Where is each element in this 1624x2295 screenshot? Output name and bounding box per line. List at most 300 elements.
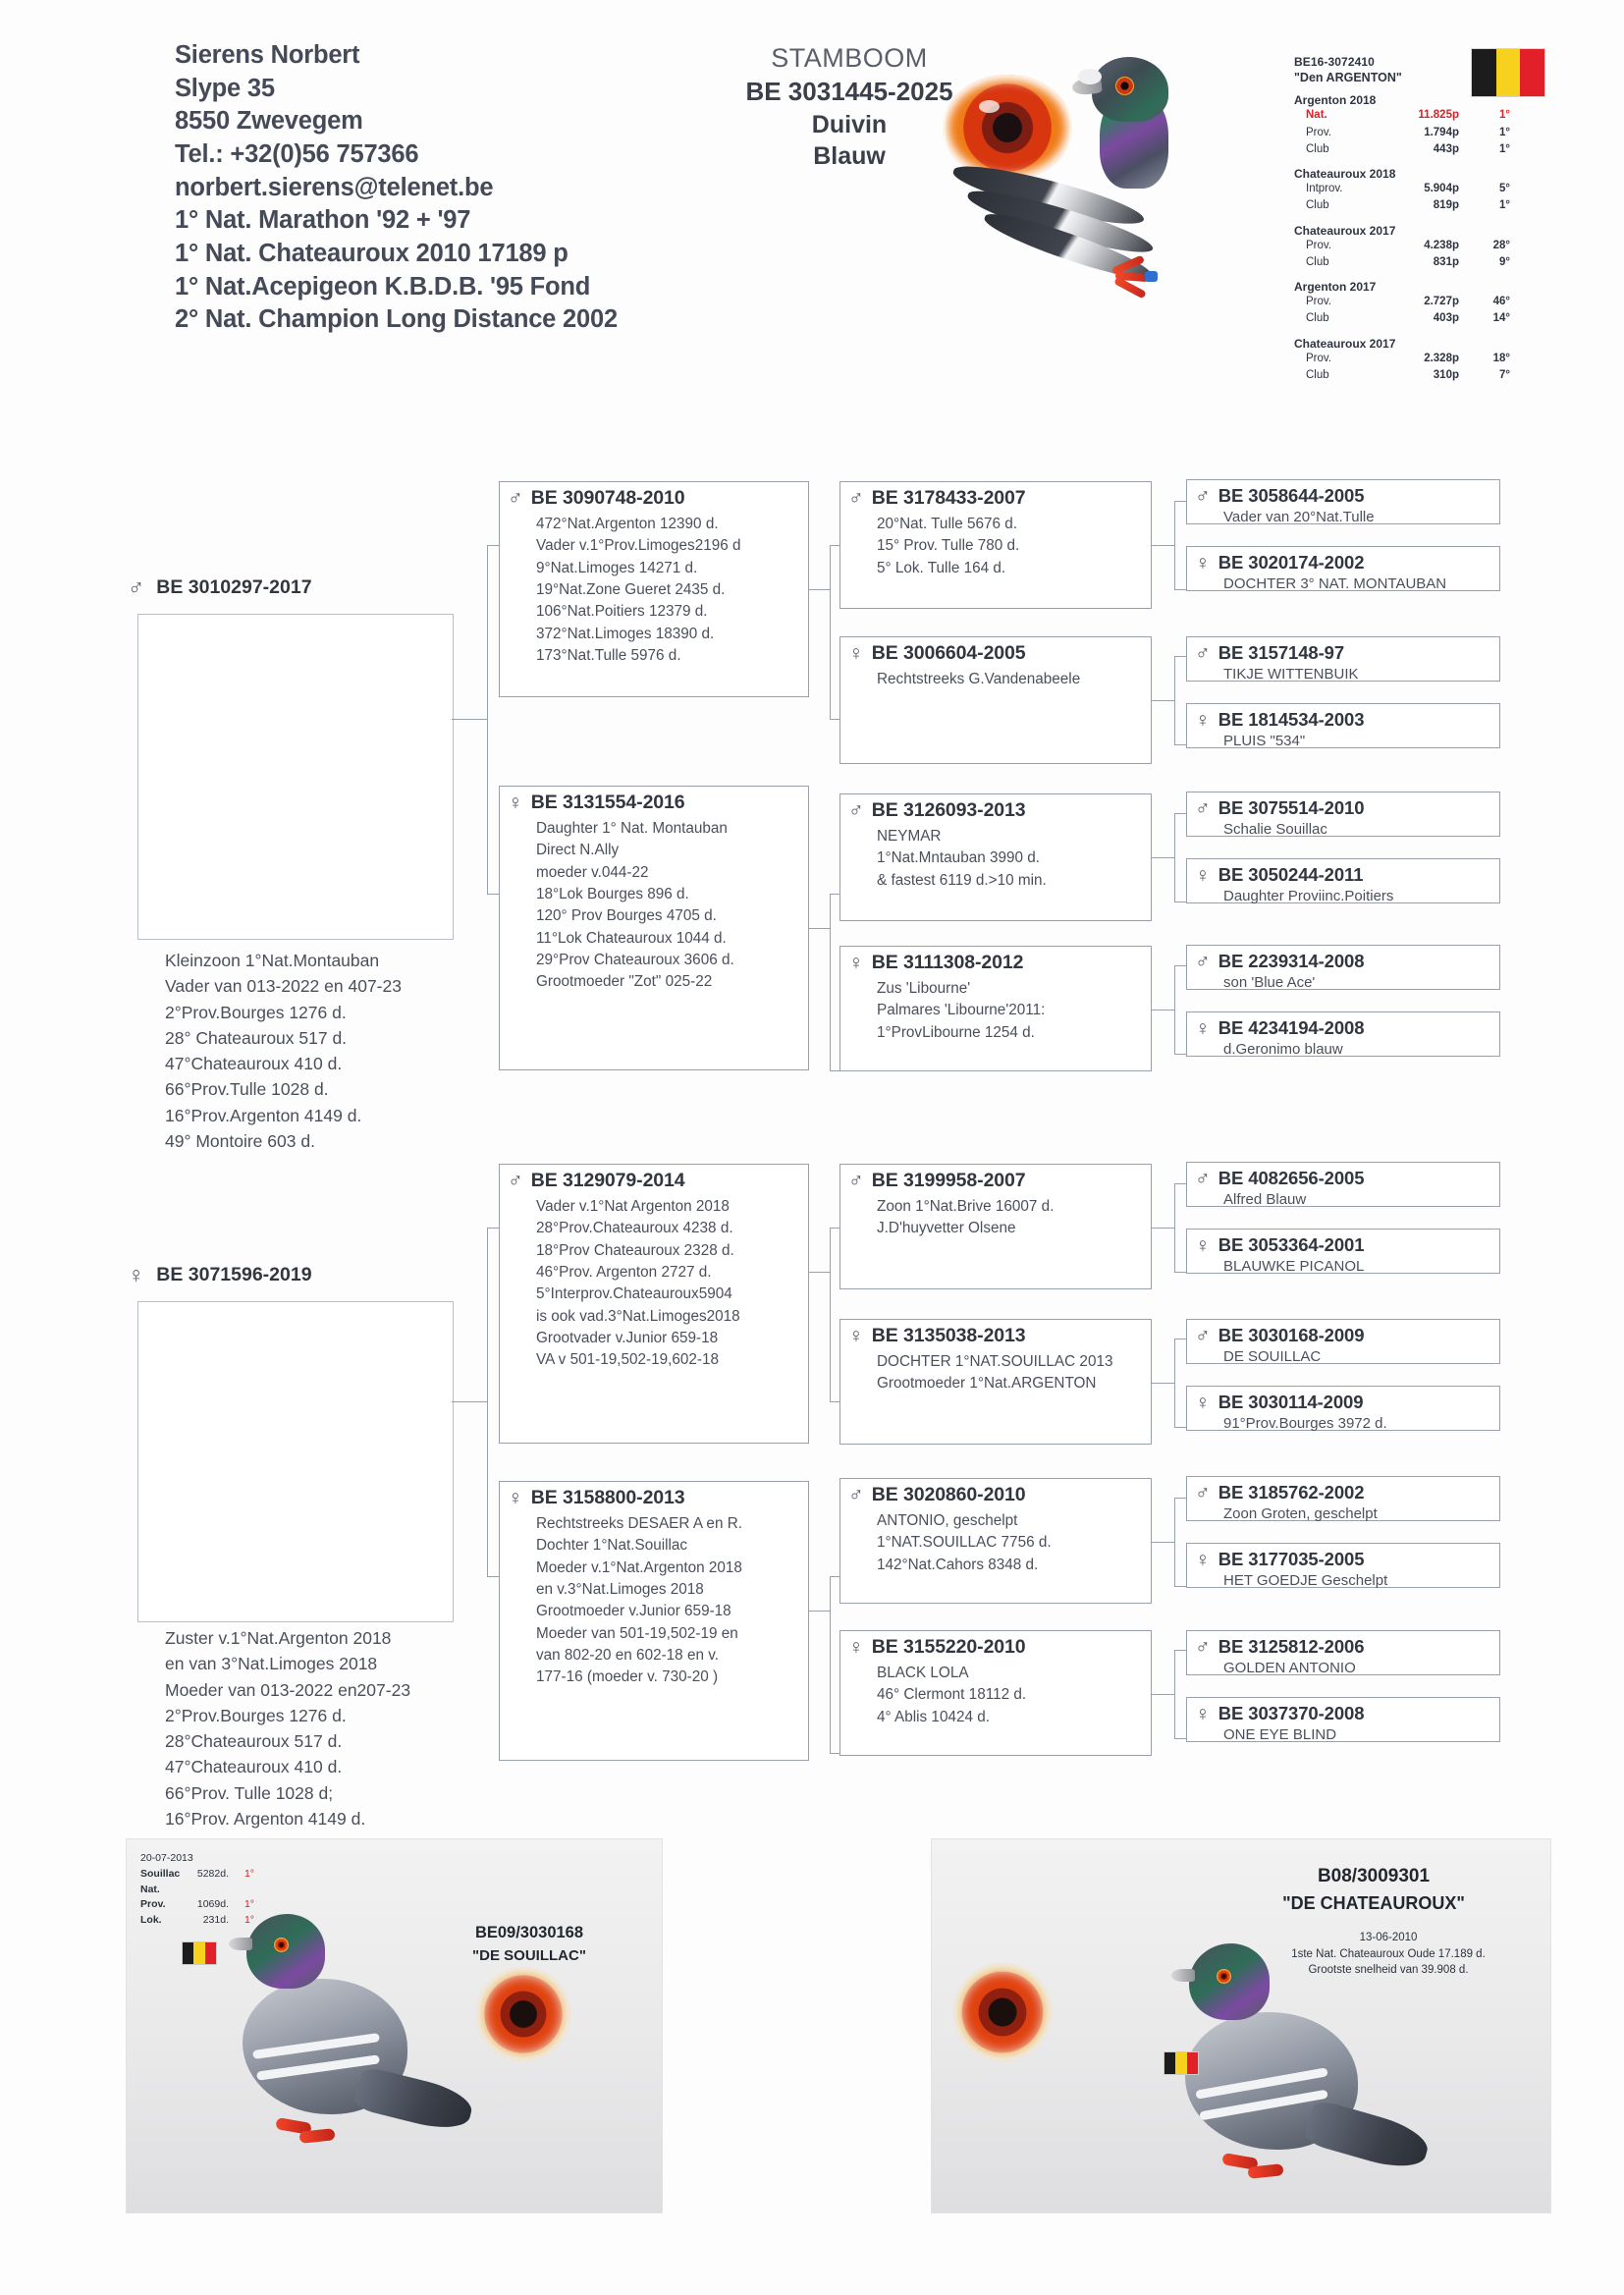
sire-note-line: 2°Prov.Bourges 1276 d.	[165, 1002, 347, 1022]
pedigree-node-gen3	[839, 793, 1152, 921]
owner-line: 1° Nat. Marathon '92 + '97	[175, 206, 471, 235]
connector	[809, 1611, 830, 1612]
male-symbol-icon: ♂	[1195, 1325, 1211, 1347]
photo-de-chateauroux	[931, 1838, 1551, 2213]
pedigree-node-gen4	[1186, 636, 1500, 682]
connector	[1152, 857, 1174, 858]
connector	[830, 894, 839, 895]
pedigree-node-gen2	[499, 786, 809, 1070]
pedigree-node-gen2	[499, 1164, 809, 1444]
node-line: & fastest 6119 d.>10 min.	[877, 871, 1047, 889]
pedigree-node-gen3	[839, 1319, 1152, 1445]
male-symbol-icon: ♂	[1195, 1636, 1211, 1659]
node-line: PLUIS "534"	[1223, 733, 1306, 749]
node-line: BLAUWKE PICANOL	[1223, 1258, 1365, 1275]
owner-line: Tel.: +32(0)56 757366	[175, 139, 419, 168]
palmares-points: 2.328p	[1424, 352, 1459, 364]
sire-photo-placeholder	[137, 614, 454, 940]
pedigree-node-gen4	[1186, 1319, 1500, 1364]
node-line: 18°Lok Bourges 896 d.	[536, 885, 689, 902]
result-points: 1069d.	[196, 1898, 229, 1911]
node-line: 4° Ablis 10424 d.	[877, 1708, 990, 1725]
connector	[1152, 1694, 1174, 1695]
connector	[830, 719, 839, 720]
result-label: Lok.	[140, 1914, 162, 1926]
node-line: Moeder v.1°Nat.Argenton 2018	[536, 1558, 742, 1576]
connector	[1174, 813, 1186, 814]
female-symbol-icon: ♀	[1195, 1392, 1211, 1414]
connector	[830, 1753, 839, 1754]
node-line: Dochter 1°Nat.Souillac	[536, 1537, 688, 1555]
dam-note-line: en van 3°Nat.Limoges 2018	[165, 1654, 378, 1674]
palmares-level: Prov.	[1306, 296, 1331, 308]
owner-line: 8550 Zwevegem	[175, 107, 363, 136]
node-line: Vader v.1°Prov.Limoges2196 d	[536, 537, 741, 555]
node-ring: BE 3155220-2010	[871, 1636, 1026, 1658]
female-symbol-icon: ♀	[848, 952, 864, 974]
sire-note-line: Vader van 013-2022 en 407-23	[165, 976, 402, 997]
node-ring: BE 3030168-2009	[1218, 1325, 1365, 1345]
node-line: Vader van 20°Nat.Tulle	[1223, 509, 1375, 525]
sire-heading	[128, 574, 312, 601]
connector	[1174, 656, 1186, 657]
palmares-level: Prov.	[1306, 239, 1331, 251]
pedigree-node-gen2	[499, 481, 809, 697]
female-symbol-icon: ♀	[848, 642, 864, 665]
palmares-points: 5.904p	[1424, 183, 1459, 195]
connector	[487, 1228, 499, 1229]
palmares-name: "Den ARGENTON"	[1294, 71, 1402, 85]
stamboom-heading: STAMBOOM	[771, 43, 928, 73]
pigeon-tail	[352, 2065, 475, 2135]
node-line: 28°Prov.Chateauroux 4238 d.	[536, 1220, 733, 1237]
subject-color: Blauw	[813, 142, 886, 171]
connector	[1174, 501, 1175, 589]
connector	[1174, 1183, 1186, 1184]
node-line: VA v 501-19,502-19,602-18	[536, 1351, 719, 1369]
node-ring: BE 3006604-2005	[871, 642, 1026, 664]
dam-note-line: 2°Prov.Bourges 1276 d.	[165, 1705, 347, 1725]
female-symbol-icon: ♀	[848, 1636, 864, 1659]
palmares-level: Club	[1306, 312, 1329, 325]
pedigree-node-gen4	[1186, 703, 1500, 748]
node-ring: BE 3075514-2010	[1218, 797, 1365, 818]
connector	[1174, 1650, 1186, 1651]
male-symbol-icon: ♂	[1195, 1482, 1211, 1504]
souillac-results-table	[140, 1851, 254, 1929]
connector	[1174, 1498, 1186, 1499]
palmares-level: Prov.	[1306, 126, 1331, 138]
pigeon-eye-closeup-icon	[476, 1967, 570, 2061]
pedigree-node-gen4	[1186, 546, 1500, 591]
dam-note-line: 28°Chateauroux 517 d.	[165, 1731, 343, 1751]
node-line: 1°Nat.Mntauban 3990 d.	[877, 849, 1041, 867]
result-row	[140, 1867, 254, 1898]
node-line: ANTONIO, geschelpt	[877, 1512, 1018, 1529]
result-label: Souillac Nat.	[140, 1867, 181, 1895]
dam-note-line: 16°Prov. Argenton 4149 d.	[165, 1808, 366, 1829]
palmares-rank: 18°	[1492, 352, 1510, 364]
node-line: Zoon 1°Nat.Brive 16007 d.	[877, 1198, 1055, 1215]
owner-line: 2° Nat. Champion Long Distance 2002	[175, 305, 618, 334]
male-symbol-icon: ♂	[128, 574, 145, 600]
pedigree-node-gen4	[1186, 1162, 1500, 1207]
palmares-rank: 1°	[1499, 126, 1510, 138]
node-line: d.Geronimo blauw	[1223, 1041, 1343, 1058]
node-line: 18°Prov Chateauroux 2328 d.	[536, 1241, 734, 1259]
node-line: 29°Prov Chateauroux 3606 d.	[536, 951, 734, 968]
belgian-flag-icon	[182, 1941, 217, 1965]
male-symbol-icon: ♂	[1195, 951, 1211, 973]
female-symbol-icon: ♀	[1195, 1234, 1211, 1257]
node-line: 1°ProvLibourne 1254 d.	[877, 1023, 1035, 1041]
photo-ring: B08/3009301	[1317, 1866, 1431, 1886]
connector	[1174, 813, 1175, 902]
node-line: Grootmoeder 1°Nat.ARGENTON	[877, 1375, 1097, 1393]
pigeon-leg	[298, 2128, 335, 2144]
result-row	[140, 1913, 254, 1929]
connector	[830, 894, 831, 1070]
connector	[830, 1401, 839, 1402]
connector	[487, 545, 488, 894]
node-line: Vader v.1°Nat Argenton 2018	[536, 1198, 730, 1215]
connector	[1174, 501, 1186, 502]
node-line: TIKJE WITTENBUIK	[1223, 666, 1359, 683]
female-symbol-icon: ♀	[508, 792, 523, 814]
photo-caption	[1226, 1863, 1521, 1916]
pigeon-eye-icon	[274, 1938, 289, 1952]
result-row	[140, 1897, 254, 1913]
node-ring: BE 3125812-2006	[1218, 1636, 1365, 1657]
connector	[1174, 744, 1186, 745]
sire-notes	[165, 948, 402, 1154]
female-symbol-icon: ♀	[128, 1262, 145, 1287]
palmares-rank: 1°	[1499, 142, 1510, 155]
dam-heading	[128, 1262, 312, 1288]
node-line: Grootmoeder v.Junior 659-18	[536, 1603, 731, 1620]
node-ring: BE 3185762-2002	[1218, 1482, 1365, 1503]
palmares-points: 2.727p	[1424, 296, 1459, 308]
connector	[1152, 545, 1174, 546]
dam-note-line: Moeder van 013-2022 en207-23	[165, 1679, 411, 1700]
male-symbol-icon: ♂	[848, 487, 864, 510]
connector	[487, 545, 499, 546]
pedigree-node-gen3	[839, 636, 1152, 764]
palmares-points: 11.825p	[1418, 109, 1459, 122]
node-line: Grootmoeder "Zot" 025-22	[536, 973, 713, 991]
flag-stripe-black	[1164, 2052, 1175, 2074]
node-ring: BE 3129079-2014	[530, 1170, 685, 1191]
pedigree-node-gen2	[499, 1481, 809, 1761]
dam-note-line: Zuster v.1°Nat.Argenton 2018	[165, 1628, 392, 1648]
dam-ring: BE 3071596-2019	[156, 1264, 312, 1285]
photo-name: "DE CHATEAUROUX"	[1282, 1892, 1465, 1913]
result-points: 5282d.	[196, 1867, 229, 1880]
female-symbol-icon: ♀	[1195, 552, 1211, 574]
sire-note-line: 16°Prov.Argenton 4149 d.	[165, 1105, 362, 1125]
connector	[487, 1576, 499, 1577]
pigeon-beak-icon	[229, 1938, 252, 1950]
palmares-race-title: Argenton 2018	[1294, 93, 1377, 108]
sire-note-line: 66°Prov.Tulle 1028 d.	[165, 1079, 329, 1100]
pigeon-head	[246, 1914, 325, 1989]
node-ring: BE 4234194-2008	[1218, 1017, 1365, 1038]
connector	[830, 545, 839, 546]
sire-note-line: Kleinzoon 1°Nat.Montauban	[165, 951, 380, 970]
palmares-rank: 14°	[1492, 312, 1510, 325]
node-ring: BE 3131554-2016	[530, 792, 685, 813]
node-ring: BE 3058644-2005	[1218, 485, 1365, 506]
palmares-points: 403p	[1433, 312, 1459, 325]
belgian-flag-icon	[1164, 2051, 1199, 2075]
connector	[452, 719, 487, 720]
pedigree-node-gen3	[839, 481, 1152, 609]
connector	[487, 1228, 488, 1576]
pedigree-node-gen4	[1186, 945, 1500, 990]
node-line: J.D'huyvetter Olsene	[877, 1220, 1016, 1237]
node-ring: BE 4082656-2005	[1218, 1168, 1365, 1188]
node-line: 142°Nat.Cahors 8348 d.	[877, 1556, 1039, 1573]
palmares-race-title: Chateauroux 2017	[1294, 336, 1396, 351]
flag-stripe-yellow	[193, 1942, 204, 1964]
node-line: 5° Lok. Tulle 164 d.	[877, 559, 1006, 576]
palmares-points: 819p	[1433, 199, 1459, 212]
palmares-race-title: Chateauroux 2017	[1294, 223, 1396, 238]
node-line: 472°Nat.Argenton 12390 d.	[536, 516, 719, 532]
female-symbol-icon: ♀	[1195, 1017, 1211, 1040]
connector	[1152, 1010, 1174, 1011]
palmares-rank: 28°	[1492, 239, 1510, 251]
node-line: Direct N.Ally	[536, 842, 620, 859]
pedigree-node-gen4	[1186, 1229, 1500, 1274]
palmares-points: 310p	[1433, 368, 1459, 381]
connector	[809, 589, 830, 590]
pigeon-leg	[1247, 2163, 1283, 2179]
node-line: van 802-20 en 602-18 en v.	[536, 1646, 719, 1664]
female-symbol-icon: ♀	[848, 1325, 864, 1347]
connector	[809, 928, 830, 929]
dam-note-line: 66°Prov. Tulle 1028 d;	[165, 1782, 334, 1803]
node-line: Rechtstreeks DESAER A en R.	[536, 1515, 742, 1532]
connector	[1174, 965, 1175, 1054]
node-line: is ook vad.3°Nat.Limoges2018	[536, 1307, 740, 1325]
subject-sex: Duivin	[811, 110, 888, 138]
result-rank: 1°	[244, 1914, 254, 1926]
node-ring: BE 3199958-2007	[871, 1170, 1026, 1191]
connector	[1174, 965, 1186, 966]
node-ring: BE 3178433-2007	[871, 487, 1026, 509]
sire-note-line: 28° Chateauroux 517 d.	[165, 1027, 348, 1048]
connector	[1174, 1650, 1175, 1738]
connector	[1152, 1383, 1174, 1384]
node-line: 15° Prov. Tulle 780 d.	[877, 537, 1020, 555]
sire-ring: BE 3010297-2017	[156, 576, 312, 598]
pedigree-node-gen4	[1186, 792, 1500, 837]
node-ring: BE 3053364-2001	[1218, 1234, 1365, 1255]
palmares-level: Nat.	[1306, 109, 1327, 122]
flag-stripe-red	[1187, 2052, 1198, 2074]
palmares-points: 1.794p	[1424, 126, 1459, 138]
node-ring: BE 3020860-2010	[871, 1484, 1026, 1505]
palmares-level: Club	[1306, 255, 1329, 268]
node-line: 1°NAT.SOUILLAC 7756 d.	[877, 1534, 1052, 1552]
node-line: 20°Nat. Tulle 5676 d.	[877, 516, 1018, 532]
node-line: moeder v.044-22	[536, 863, 649, 881]
connector	[1174, 1339, 1175, 1427]
palmares-level: Prov.	[1306, 352, 1331, 364]
male-symbol-icon: ♂	[508, 1170, 523, 1192]
pedigree-node-gen3	[839, 946, 1152, 1071]
palmares-level: Club	[1306, 368, 1329, 381]
node-line: 11°Lok Chateauroux 1044 d.	[536, 929, 727, 947]
pigeon-eye-closeup-icon	[953, 1963, 1052, 2061]
connector	[1174, 1427, 1186, 1428]
pedigree-node-gen4	[1186, 1476, 1500, 1521]
male-symbol-icon: ♂	[848, 799, 864, 822]
male-symbol-icon: ♂	[1195, 642, 1211, 665]
photo-detail-line: 1ste Nat. Chateauroux Oude 17.189 d.	[1291, 1947, 1486, 1960]
connector	[1152, 700, 1174, 701]
connector	[452, 1401, 487, 1402]
palmares-rank: 1°	[1499, 199, 1510, 212]
node-ring: BE 3037370-2008	[1218, 1703, 1365, 1723]
node-line: 177-16 (moeder v. 730-20 )	[536, 1668, 719, 1686]
node-ring: BE 2239314-2008	[1218, 951, 1365, 971]
node-line: Schalie Souillac	[1223, 821, 1327, 838]
node-line: Daughter Proviinc.Poitiers	[1223, 888, 1394, 904]
female-symbol-icon: ♀	[1195, 1703, 1211, 1725]
dam-photo-placeholder	[137, 1301, 454, 1622]
connector	[830, 1228, 831, 1401]
dam-note-line: 47°Chateauroux 410 d.	[165, 1757, 343, 1777]
photo-date-row	[140, 1851, 254, 1867]
node-ring: BE 3157148-97	[1218, 642, 1345, 663]
result-label: Prov.	[140, 1898, 166, 1911]
node-ring: BE 3030114-2009	[1218, 1392, 1364, 1412]
node-line: ONE EYE BLIND	[1223, 1726, 1337, 1743]
node-line: Palmares 'Libourne'2011:	[877, 1002, 1046, 1019]
pedigree-node-gen3	[839, 1478, 1152, 1604]
pedigree-node-gen4	[1186, 858, 1500, 903]
palmares-points: 831p	[1433, 255, 1459, 268]
node-line: Daughter 1° Nat. Montauban	[536, 820, 728, 837]
node-line: 46° Clermont 18112 d.	[877, 1686, 1027, 1704]
palmares-level: Club	[1306, 142, 1329, 155]
pedigree-node-gen4	[1186, 1630, 1500, 1675]
palmares-rank: 1°	[1499, 109, 1510, 122]
pedigree-node-gen4	[1186, 1386, 1500, 1431]
node-line: 5°Interprov.Chateauroux5904	[536, 1285, 732, 1303]
node-ring: BE 3126093-2013	[871, 799, 1026, 821]
node-line: 91°Prov.Bourges 3972 d.	[1223, 1415, 1387, 1432]
connector	[1174, 1054, 1186, 1055]
palmares-rank: 46°	[1492, 296, 1510, 308]
connector	[1174, 656, 1175, 744]
node-line: Moeder van 501-19,502-19 en	[536, 1624, 738, 1642]
node-line: 19°Nat.Zone Gueret 2435 d.	[536, 580, 726, 598]
palmares-ring: BE16-3072410	[1294, 55, 1375, 69]
palmares-level: Club	[1306, 199, 1329, 212]
pedigree-node-gen4	[1186, 1543, 1500, 1588]
node-line: Rechtstreeks G.Vandenabeele	[877, 671, 1081, 687]
pedigree-node-gen3	[839, 1630, 1152, 1756]
connector	[1174, 1183, 1175, 1272]
photo-caption	[441, 1922, 618, 1967]
flag-stripe-red	[205, 1942, 216, 1964]
dam-notes	[165, 1625, 410, 1831]
node-line: GOLDEN ANTONIO	[1223, 1660, 1356, 1676]
flag-stripe-yellow	[1175, 2052, 1186, 2074]
node-line: HET GOEDJE Geschelpt	[1223, 1572, 1388, 1589]
photo-name: "DE SOUILLAC"	[472, 1946, 586, 1964]
node-line: 9°Nat.Limoges 14271 d.	[536, 559, 698, 576]
palmares-points: 4.238p	[1424, 239, 1459, 251]
female-symbol-icon: ♀	[508, 1487, 523, 1509]
node-line: Grootvader v.Junior 659-18	[536, 1329, 719, 1346]
result-rank: 1°	[244, 1867, 254, 1880]
pedigree-node-gen4	[1186, 1011, 1500, 1057]
connector	[1174, 1586, 1186, 1587]
connector	[1174, 1272, 1186, 1273]
flag-stripe-black	[183, 1942, 193, 1964]
result-rank: 1°	[244, 1898, 254, 1911]
photo-ring: BE09/3030168	[474, 1924, 584, 1941]
pedigree-node-gen4	[1186, 479, 1500, 524]
male-symbol-icon: ♂	[848, 1484, 864, 1506]
sire-note-line: 47°Chateauroux 410 d.	[165, 1054, 343, 1073]
node-ring: BE 3111308-2012	[871, 952, 1024, 973]
male-symbol-icon: ♂	[1195, 797, 1211, 820]
node-ring: BE 3135038-2013	[871, 1325, 1026, 1346]
photo-date: 13-06-2010	[1359, 1932, 1418, 1943]
node-line: DOCHTER 1°NAT.SOUILLAC 2013	[877, 1353, 1113, 1370]
palmares-level: Intprov.	[1306, 183, 1343, 195]
node-line: BLACK LOLA	[877, 1665, 969, 1681]
sire-note-line: 49° Montoire 603 d.	[165, 1130, 315, 1151]
pedigree-node-gen4	[1186, 1697, 1500, 1742]
subject-ring-number: BE 3031445-2025	[745, 77, 953, 107]
palmares-points: 443p	[1433, 142, 1459, 155]
node-line: Zus 'Libourne'	[877, 980, 971, 997]
connector	[830, 1576, 839, 1577]
node-line: son 'Blue Ace'	[1223, 974, 1316, 991]
female-symbol-icon: ♀	[1195, 709, 1211, 732]
palmares-rank: 5°	[1499, 183, 1510, 195]
photo-date: 20-07-2013	[140, 1852, 193, 1864]
palmares-race-title: Chateauroux 2018	[1294, 167, 1396, 182]
node-line: 120° Prov Bourges 4705 d.	[536, 907, 717, 925]
result-points: 231d.	[202, 1914, 229, 1926]
node-line: 106°Nat.Poitiers 12379 d.	[536, 603, 708, 621]
palmares-race-title: Argenton 2017	[1294, 280, 1377, 295]
palmares-rank: 7°	[1499, 368, 1510, 381]
pigeon-eye-icon	[1217, 1969, 1231, 1984]
pigeon-tail	[1303, 2099, 1433, 2175]
node-ring: BE 3177035-2005	[1218, 1549, 1365, 1569]
female-symbol-icon: ♀	[1195, 1549, 1211, 1571]
node-line: Zoon Groten, geschelpt	[1223, 1505, 1378, 1522]
palmares-rank: 9°	[1499, 255, 1510, 268]
node-line: NEYMAR	[877, 828, 942, 845]
owner-line: 1° Nat. Chateauroux 2010 17189 p	[175, 239, 568, 267]
connector	[830, 1576, 831, 1753]
male-symbol-icon: ♂	[848, 1170, 864, 1192]
connector	[1152, 1228, 1174, 1229]
connector	[1174, 1738, 1186, 1739]
photo-de-souillac	[126, 1838, 663, 2213]
node-ring: BE 1814534-2003	[1218, 709, 1365, 730]
owner-line: Sierens Norbert	[175, 41, 360, 69]
